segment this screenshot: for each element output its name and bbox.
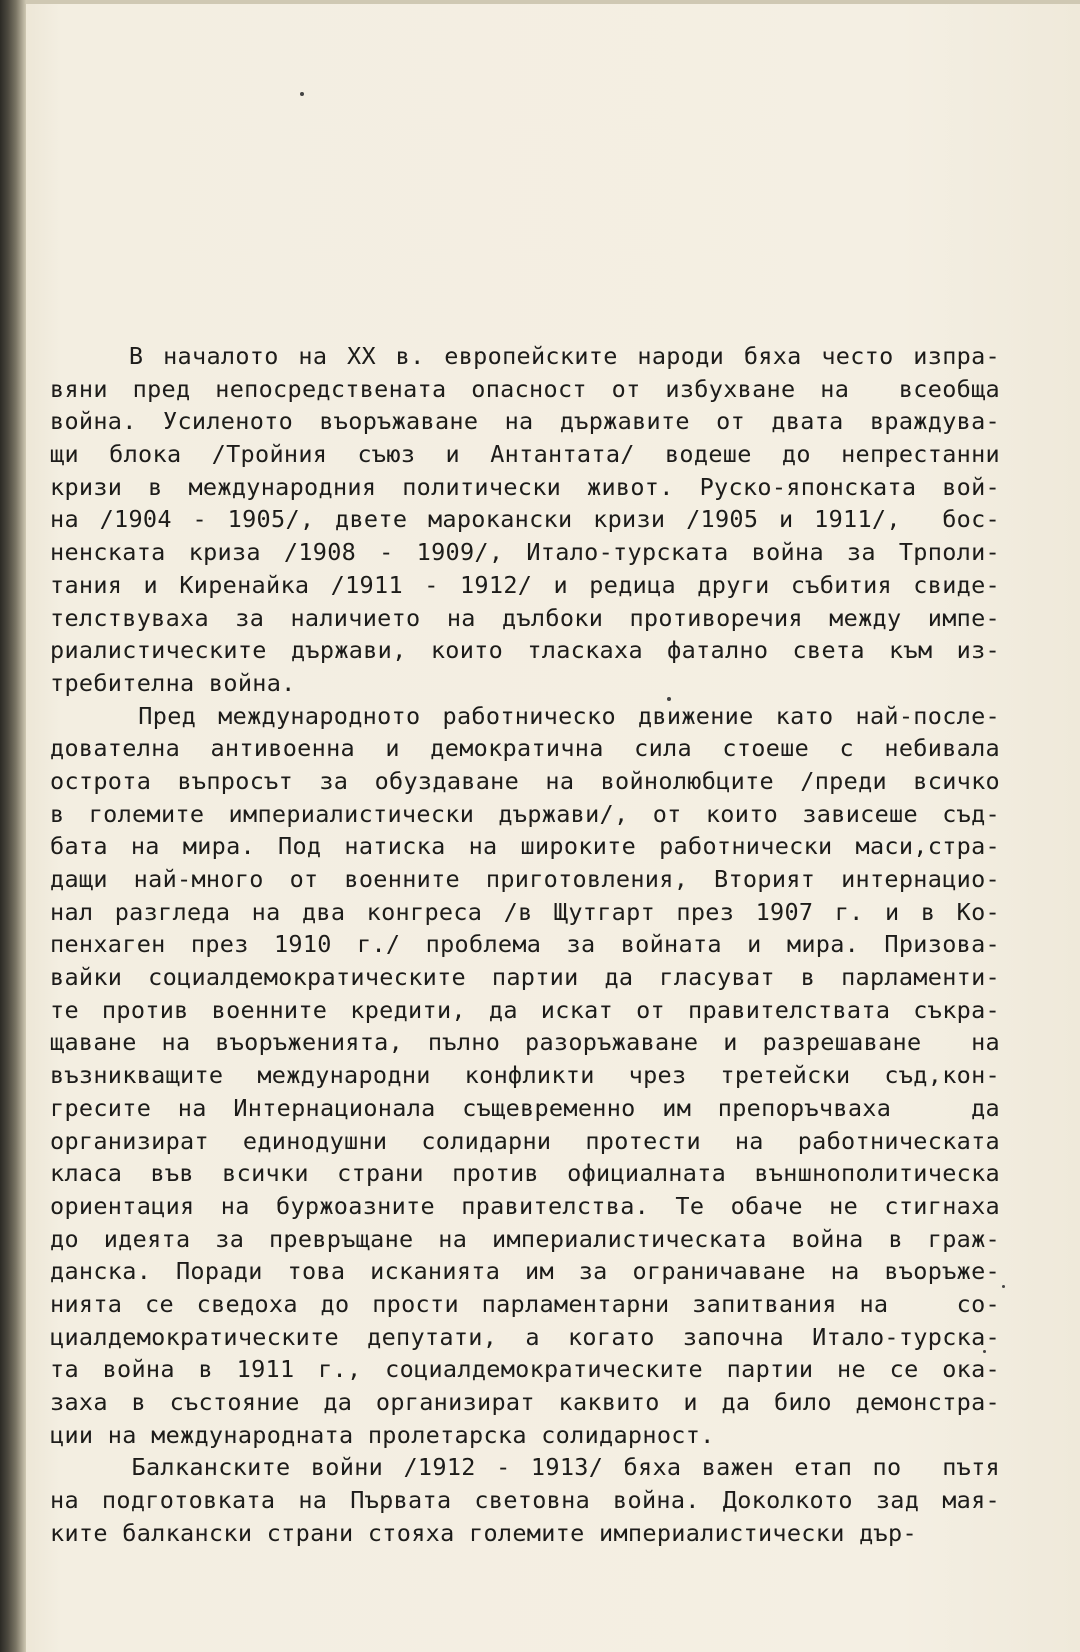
text-line: на подготовката на Първата световна война. Доколкото зад мая- [50,1486,1000,1515]
text-line: вяни пред непосредствената опасност от избухване на всеобща [50,374,1000,403]
text-line: пенхаген през 1910 г./ проблема за войната и мира. Призова- [50,930,1000,959]
text-line: циалдемократическите депутати, а когато започна Итало-турска- [50,1322,1000,1351]
text-line: ките балкански страни стояха големите империалистически дър- [50,1518,917,1547]
text-line: ции на международната пролетарска солидарност. [50,1420,715,1449]
page-top-edge [0,0,1080,4]
text-line: ненската криза /1908 - 1909/, Итало-турската война за Трполи- [50,538,1000,567]
text-line: риалистическите държави, които тласкаха фатално света към из- [50,636,1000,665]
text-line: война. Усиленото въоръжаване на държавите от двата враждува- [50,407,1000,436]
text-line: дащи най-много от военните приготовления, Вторият интернацио- [50,865,1000,893]
text-line: възникващите международни конфликти чрез третейски съд,кон- [50,1061,1000,1090]
text-line: тания и Киренайка /1911 - 1912/ и редица други събития свиде- [50,570,1000,599]
text-line: кризи в международния политически живот. Руско-японската вой- [50,472,1000,501]
text-line: нал разгледа на два конгреса /в Щутгарт през 1907 г. и в Ко- [50,897,1000,926]
text-line: щаване на въоръженията, пълно разоръжаване и разрешаване на [50,1028,1000,1057]
paragraph [50,340,1000,700]
paragraph [50,700,1000,1452]
document-body-text [50,340,1000,1549]
text-line: те против военните кредити, да искат от правителствата съкра- [50,995,1000,1024]
text-line: нията се сведоха до прости парламентарни запитвания на со- [50,1289,1000,1318]
text-line: требителна война. [50,668,296,697]
text-line: до идеята за превръщане на империалистическата война в граж- [50,1224,1000,1253]
text-line: класа във всички страни против официалната външнополитическа [50,1159,1000,1188]
text-line: заха в състояние да организират каквито и да било демонстра- [50,1388,1000,1416]
text-line: в големите империалистически държави/, от които зависеше съд- [50,799,1000,828]
text-line: гресите на Интернационала същевременно им препоръчваха да [50,1093,1000,1122]
text-line: ориентация на буржоазните правителства. Те обаче не стигнаха [50,1191,1000,1220]
ink-speck [300,92,304,96]
text-line: бата на мира. Под натиска на широките работнически маси,стра- [50,832,1000,861]
paragraph [50,1451,1000,1549]
ink-speck [1002,1285,1005,1288]
text-line: телствуваха за наличието на дълбоки противоречия между импе- [50,603,1000,632]
text-line: дователна антивоенна и демократична сила стоеше с небивала [50,734,1000,763]
text-line: острота въпросът за обуздаване на войнолюбците /преди всичко [50,766,1000,795]
text-line: Балканските войни /1912 - 1913/ бяха важен етап по пътя [50,1453,1000,1482]
text-line: та война в 1911 г., социалдемократическите партии не се ока- [50,1355,1000,1384]
text-line: вайки социалдемократическите партии да гласуват в парламенти- [50,963,1000,992]
text-line: щи блока /Тройния съюз и Антантата/ водеше до непрестанни [50,440,1000,469]
text-line: на /1904 - 1905/, двете марокански кризи /1905 и 1911/, бос- [50,505,1000,534]
text-line: Пред международното работническо движение като най-после- [50,701,1000,730]
text-line: организират единодушни солидарни протести на работническата [50,1126,1000,1155]
text-line: данска. Поради това исканията им за ограничаване на въоръже- [50,1257,1000,1286]
text-line: В началото на XX в. европейските народи бяха често изпра- [50,342,1000,370]
page-binding-edge [0,0,26,1652]
